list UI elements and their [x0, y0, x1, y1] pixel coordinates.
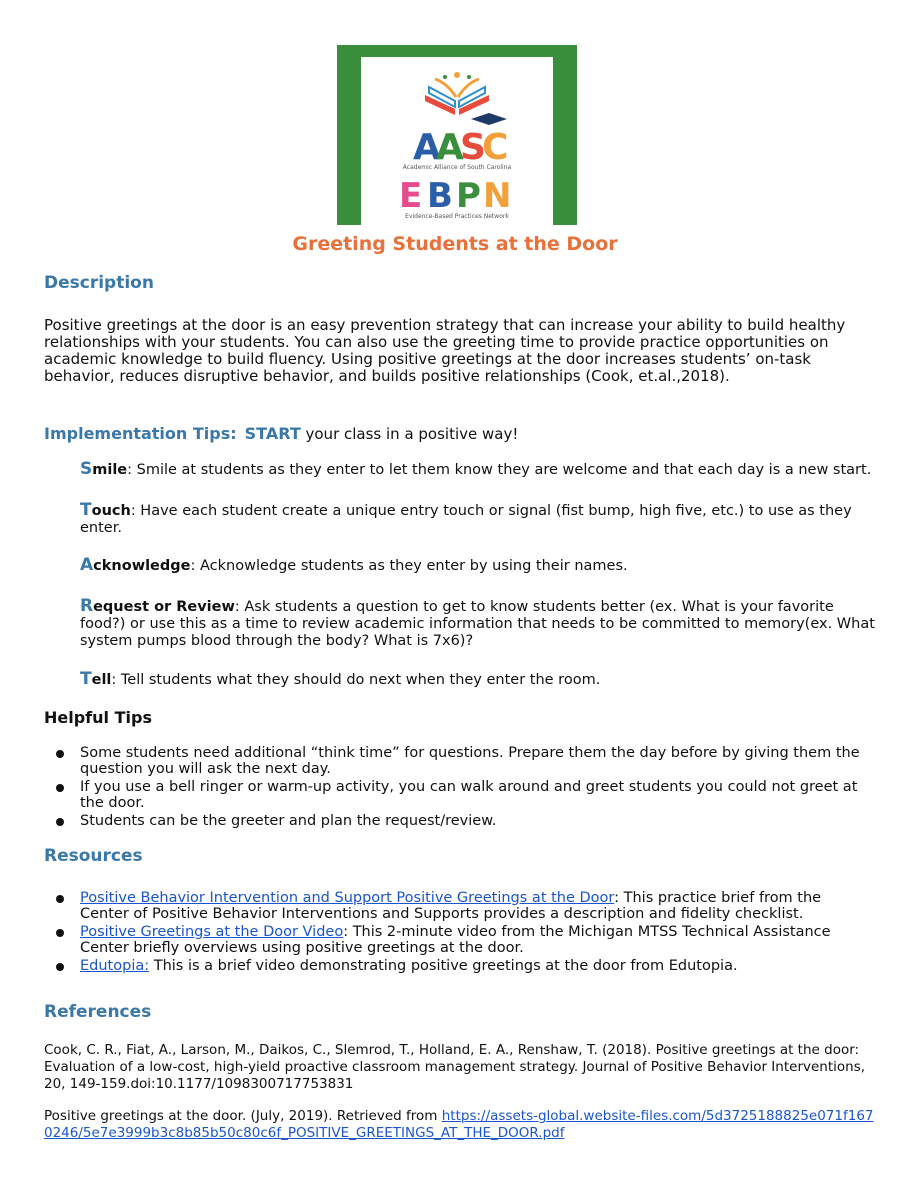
- helpful-list: [52, 745, 872, 831]
- svg-text:B: B: [427, 176, 453, 216]
- implementation-heading-line: [44, 424, 518, 443]
- list-item-text: If you use a bell ringer or warm-up activity, you can walk around and greet students you could not greet at the door.: [80, 779, 858, 811]
- tip-word: ell: [91, 672, 112, 688]
- list-item: [52, 779, 872, 811]
- aasc-letters: [413, 113, 508, 168]
- reference-positive-greetings: [44, 1108, 874, 1142]
- svg-text:P: P: [456, 176, 481, 216]
- tip-word: ouch: [91, 503, 131, 519]
- implementation-heading: Implementation Tips:: [44, 424, 237, 443]
- svg-text:N: N: [483, 176, 512, 216]
- tip-acknowledge: [80, 557, 880, 575]
- description-heading: Description: [44, 273, 154, 293]
- network-sub: Evidence-Based Practices Network: [405, 213, 509, 220]
- tip-touch: [80, 502, 880, 537]
- resource-link-video[interactable]: Positive Greetings at the Door Video: [80, 924, 344, 940]
- resource-text: : This 2-minute video from the Michigan MTSS Technical Assistance Center briefly overviews using positive greetings at the door.: [80, 924, 831, 956]
- bullet-icon: [56, 929, 64, 937]
- svg-text:E: E: [399, 176, 423, 216]
- book-icon: [425, 72, 489, 115]
- start-word: START: [244, 424, 301, 443]
- list-item: [52, 890, 872, 922]
- resources-heading: Resources: [44, 846, 143, 866]
- tip-tell: [80, 671, 880, 689]
- tip-word: cknowledge: [93, 558, 191, 574]
- tip-letter: T: [80, 500, 92, 520]
- tip-text: : Have each student create a unique entry touch or signal (fist bump, high five, etc.) to use as they enter.: [80, 503, 852, 536]
- reference-cook: Cook, C. R., Fiat, A., Larson, M., Daikos, C., Slemrod, T., Holland, E. A., Renshaw, T. (2018). Positive greetings at the door: Evaluation of a low-cost, high-yield proactive classroom management strategy. Journal of Positive Behavior Interventions, 20, 149-159.doi:10.1177/1098300717753831: [44, 1042, 866, 1092]
- bullet-icon: [56, 750, 64, 758]
- tip-letter: R: [80, 596, 94, 616]
- svg-text:A: A: [413, 127, 441, 168]
- list-item-text: Some students need additional “think time” for questions. Prepare them the day before by giving them the question you will ask the next day.: [80, 745, 860, 777]
- description-text: Positive greetings at the door is an easy prevention strategy that can increase your ability to build healthy relationships with your students. You can also use the greeting time to provide practice opportunities on academic knowledge to build fluency. Using positive greetings at the door increases students’ on-task behavior, reduces disruptive behavior, and builds positive relationships (Cook, et.al.,2018).: [44, 316, 846, 385]
- tip-request-review: [80, 598, 880, 650]
- tip-text: : Ask students a question to get to know students better (ex. What is your favorite food?) or use this as a time to review academic information that needs to be committed to memory(ex. What system pumps blood through the body? What is 7x6)?: [80, 599, 875, 649]
- tip-letter: S: [80, 459, 93, 479]
- tip-text: : Tell students what they should do next when they enter the room.: [111, 672, 601, 688]
- tip-word: mile: [92, 462, 128, 478]
- brand-sub: Academic Alliance of South Carolina: [402, 164, 512, 171]
- list-item-text: Students can be the greeter and plan the request/review.: [80, 813, 497, 829]
- svg-text:C: C: [482, 127, 509, 168]
- helpful-heading: Helpful Tips: [44, 708, 152, 727]
- list-item: [52, 924, 872, 956]
- svg-text:A: A: [436, 127, 464, 168]
- tip-letter: T: [80, 669, 92, 689]
- tip-text: : Acknowledge students as they enter by using their names.: [190, 558, 628, 574]
- bullet-icon: [56, 963, 64, 971]
- svg-text:S: S: [460, 127, 486, 168]
- tip-letter: A: [80, 555, 94, 575]
- bullet-icon: [56, 895, 64, 903]
- resource-text: : This practice brief from the Center of Positive Behavior Interventions and Supports provides a description and fidelity checklist.: [80, 890, 822, 922]
- list-item: [52, 958, 872, 974]
- logo-graphic: [361, 57, 553, 225]
- bullet-icon: [56, 784, 64, 792]
- resource-link-pbis[interactable]: Positive Behavior Intervention and Support Positive Greetings at the Door: [80, 890, 615, 906]
- logo: [361, 57, 553, 225]
- resources-list: [52, 890, 872, 976]
- tip-word: equest or Review: [93, 599, 235, 615]
- bullet-icon: [56, 818, 64, 826]
- list-item: [52, 745, 872, 777]
- reference-link[interactable]: https://assets-global.website-files.com/5d3725188825e071f1670246/5e7e3999b3c8b85b50c80c6f_POSITIVE_GREETINGS_AT_THE_DOOR.pdf: [44, 1108, 874, 1141]
- tip-smile: [80, 461, 880, 479]
- ebpn-letters: [399, 176, 511, 216]
- page-title: Greeting Students at the Door: [292, 233, 618, 255]
- reference-text: Positive greetings at the door. (July, 2019). Retrieved from: [44, 1108, 442, 1124]
- logo-frame: [337, 45, 577, 225]
- references-heading: References: [44, 1002, 152, 1022]
- list-item: [52, 813, 872, 829]
- resource-text: This is a brief video demonstrating positive greetings at the door from Edutopia.: [149, 958, 738, 974]
- start-rest: your class in a positive way!: [300, 425, 519, 443]
- tip-text: : Smile at students as they enter to let them know they are welcome and that each day is a new start.: [127, 462, 872, 478]
- resource-link-edutopia[interactable]: Edutopia:: [80, 958, 150, 974]
